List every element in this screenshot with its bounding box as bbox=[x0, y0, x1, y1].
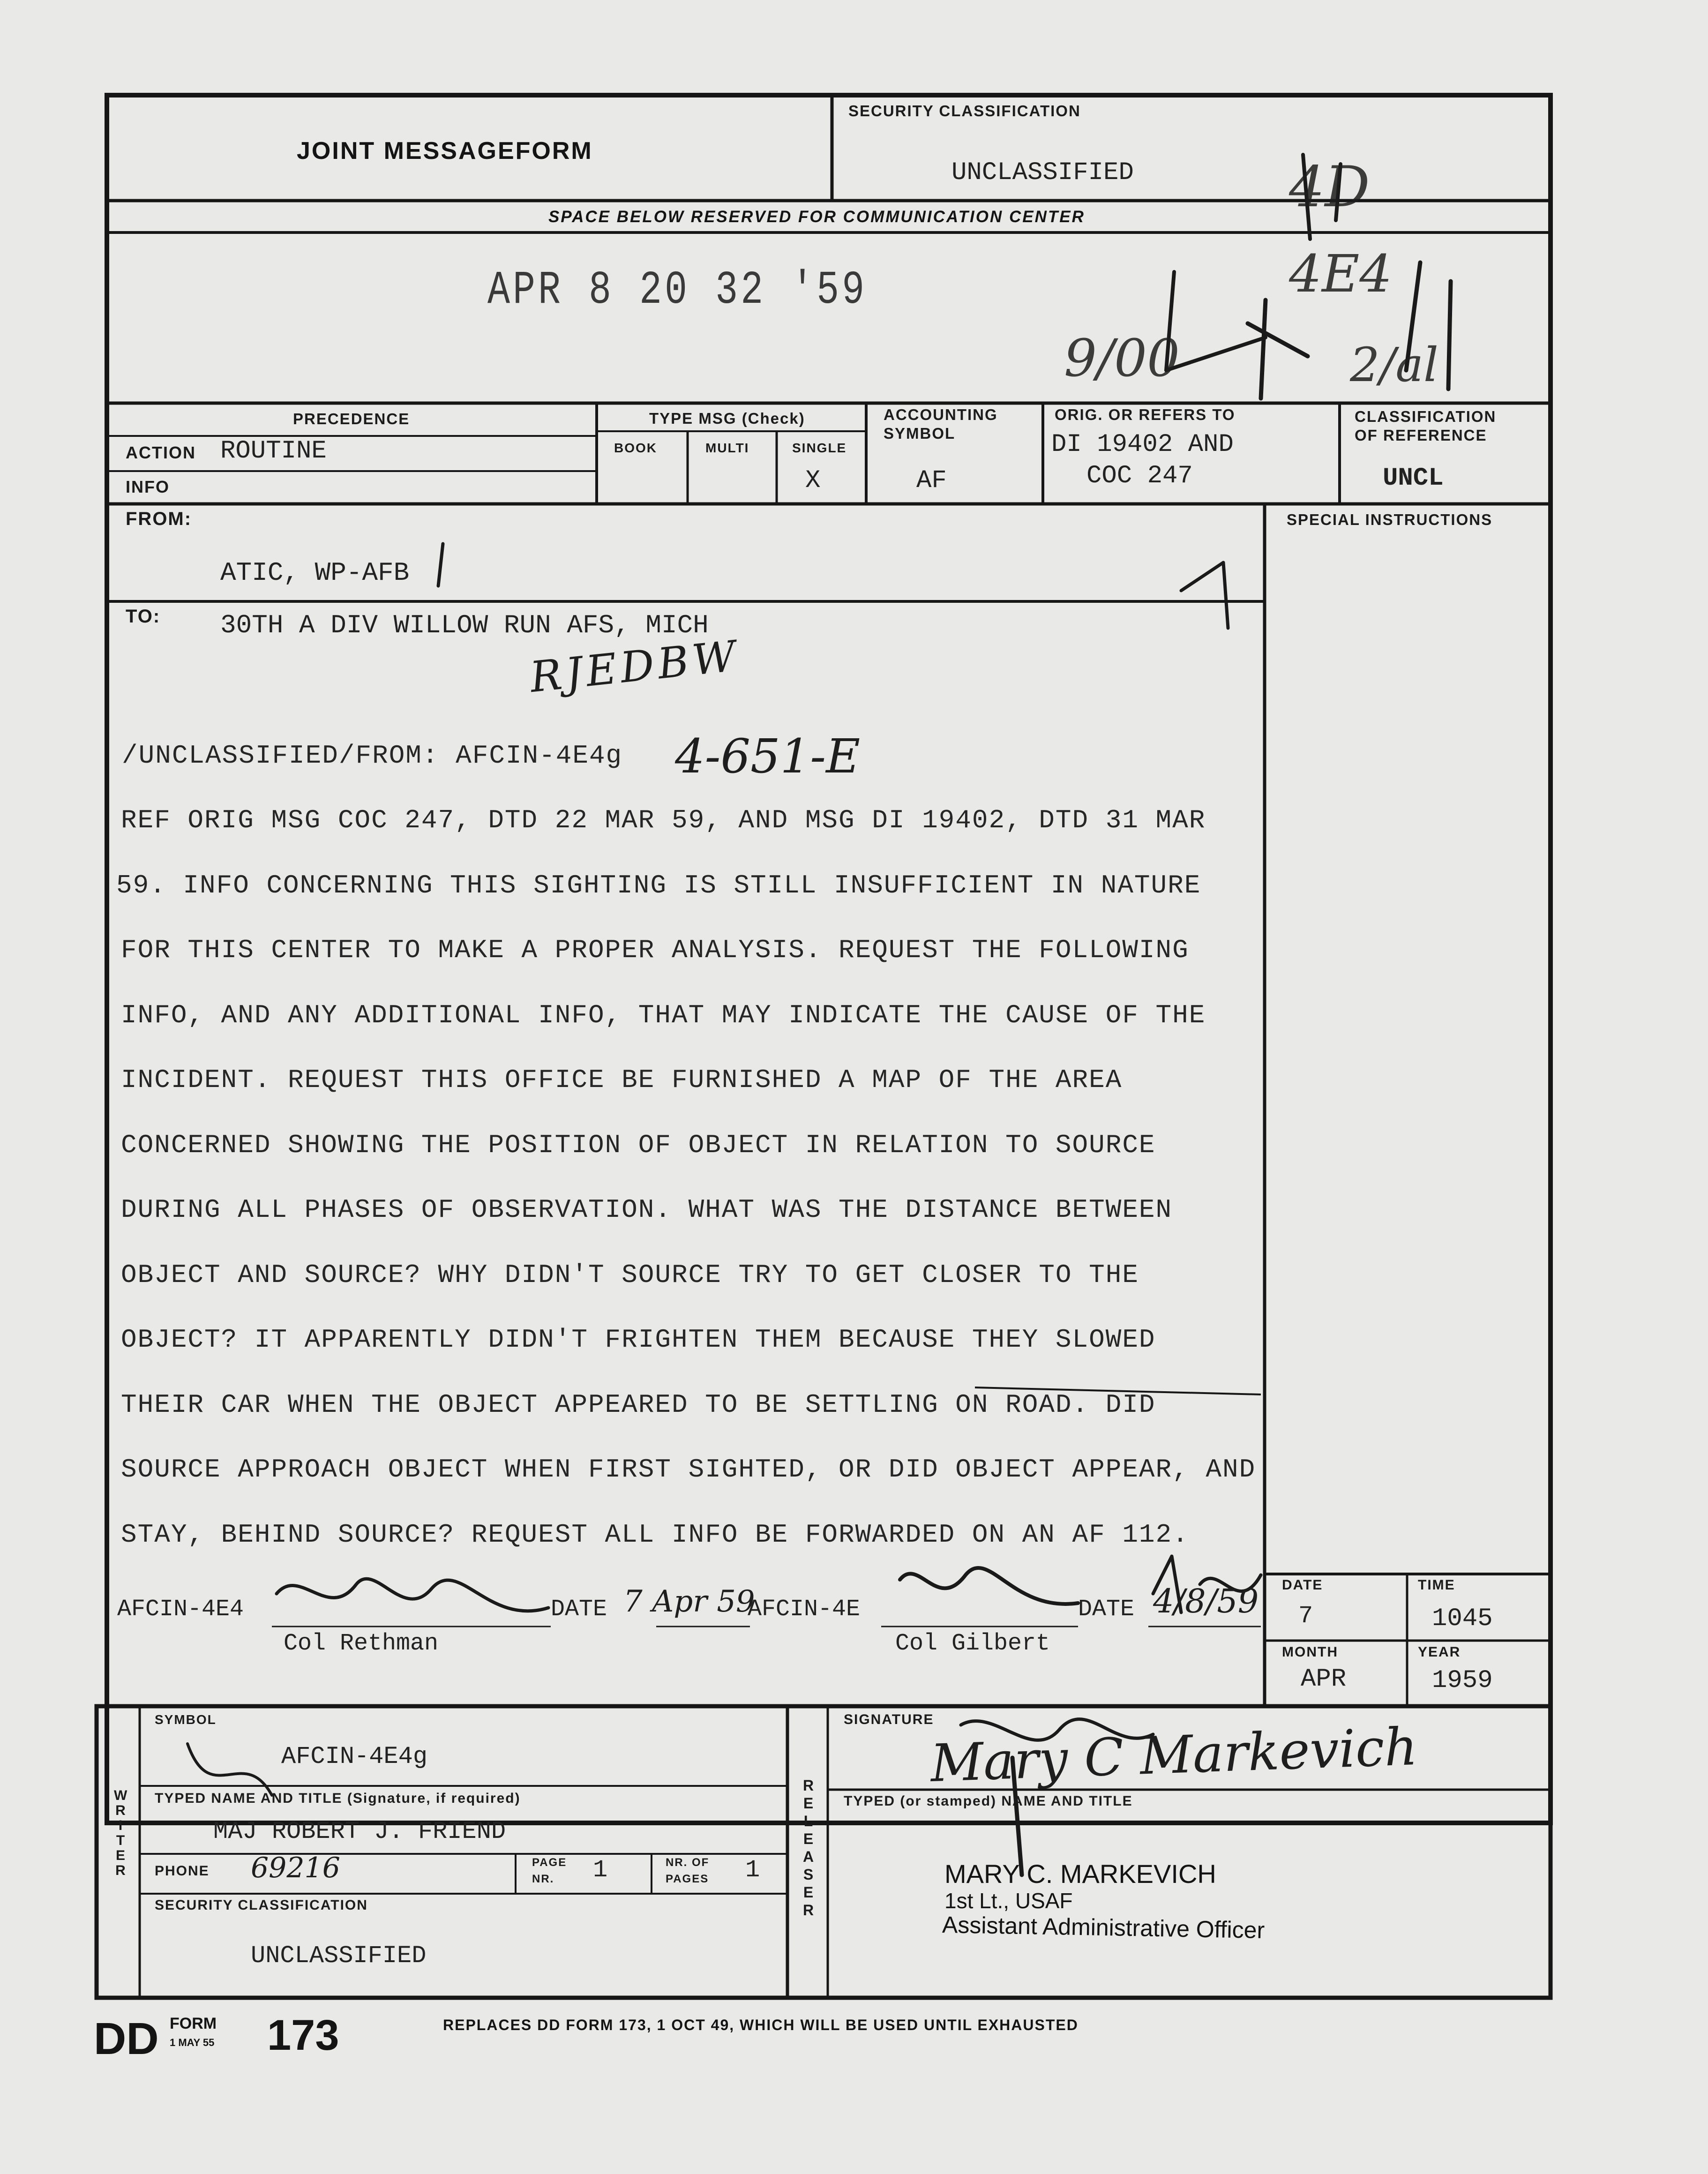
coord-left-date-label: DATE bbox=[551, 1596, 607, 1623]
nr-of-pages-value: 1 bbox=[745, 1856, 760, 1884]
orig-refers-value-1: DI 19402 AND bbox=[1051, 430, 1234, 459]
message-line: OBJECT? IT APPARENTLY DIDN'T FRIGHTEN THEM BECAUSE THEY SLOWED bbox=[121, 1325, 1156, 1355]
security-classification-value: UNCLASSIFIED bbox=[951, 158, 1134, 187]
info-label: INFO bbox=[126, 477, 170, 496]
writer-security-label: SECURITY CLASSIFICATION bbox=[155, 1897, 368, 1913]
security-classification-label: SECURITY CLASSIFICATION bbox=[848, 102, 1081, 120]
coord-left-name: Col Rethman bbox=[284, 1630, 439, 1657]
received-date-stamp: APR 8 20 32 '59 bbox=[487, 264, 868, 318]
multi-label: MULTI bbox=[705, 441, 749, 455]
nr-of-pages-label-1: NR. OF bbox=[666, 1856, 710, 1869]
nr-of-pages-label-2: PAGES bbox=[666, 1873, 709, 1885]
class-ref-label-2: OF REFERENCE bbox=[1355, 427, 1487, 444]
message-line: 59. INFO CONCERNING THIS SIGHTING IS STILL INSUFFICIENT IN NATURE bbox=[116, 870, 1201, 900]
message-header-handwritten: 4-651-E bbox=[675, 729, 861, 784]
releaser-typed-label: TYPED (or stamped) NAME AND TITLE bbox=[844, 1793, 1133, 1809]
accounting-label-1: ACCOUNTING bbox=[884, 406, 998, 423]
message-line: DURING ALL PHASES OF OBSERVATION. WHAT WAS THE DISTANCE BETWEEN bbox=[121, 1195, 1173, 1225]
releaser-side-text: RELEASER bbox=[802, 1777, 815, 1919]
coord-left-date-value: 7 Apr 59 bbox=[623, 1584, 755, 1619]
releaser-title: Assistant Administrative Officer bbox=[942, 1911, 1265, 1944]
writer-security-value: UNCLASSIFIED bbox=[251, 1942, 427, 1970]
coord-right-date-value: 4/8/59 bbox=[1153, 1582, 1259, 1620]
message-line: THEIR CAR WHEN THE OBJECT APPEARED TO BE SETTLING ON ROAD. DID bbox=[121, 1389, 1156, 1420]
writer-typed-name-value: MAJ ROBERT J. FRIEND bbox=[213, 1818, 506, 1845]
writer-symbol-value: AFCIN-4E4g bbox=[281, 1743, 428, 1770]
single-label: SINGLE bbox=[792, 441, 847, 455]
year-label: YEAR bbox=[1418, 1644, 1461, 1660]
date-label: DATE bbox=[1282, 1577, 1323, 1593]
orig-refers-label: ORIG. OR REFERS TO bbox=[1055, 406, 1236, 423]
releaser-rank: 1st Lt., USAF bbox=[944, 1889, 1073, 1913]
to-label: TO: bbox=[126, 606, 161, 627]
message-line: SOURCE APPROACH OBJECT WHEN FIRST SIGHTED, OR DID OBJECT APPEAR, AND bbox=[121, 1454, 1256, 1484]
page-nr-label-2: NR. bbox=[532, 1873, 554, 1885]
year-value: 1959 bbox=[1432, 1666, 1493, 1695]
comm-handwriting-2: 4E4 bbox=[1289, 244, 1393, 304]
page-nr-value: 1 bbox=[593, 1856, 608, 1884]
footer-dd: DD bbox=[94, 2014, 159, 2064]
class-ref-value: UNCL bbox=[1383, 464, 1444, 493]
releaser-signature: Mary C Markevich bbox=[929, 1716, 1419, 1794]
coord-left-office: AFCIN-4E4 bbox=[117, 1596, 244, 1623]
message-line: INCIDENT. REQUEST THIS OFFICE BE FURNISHED A MAP OF THE AREA bbox=[121, 1065, 1123, 1095]
comm-handwriting-3: 2/al bbox=[1350, 337, 1438, 392]
time-label: TIME bbox=[1418, 1577, 1455, 1593]
footer-form-number: 173 bbox=[267, 2011, 339, 2059]
precedence-label: PRECEDENCE bbox=[293, 410, 410, 427]
type-msg-label: TYPE MSG (Check) bbox=[649, 410, 805, 427]
writer-side-label bbox=[107, 1788, 135, 1878]
comm-handwriting-1: 9/00 bbox=[1064, 328, 1180, 388]
footer-form-label: FORM bbox=[170, 2015, 217, 2032]
comm-center-label: SPACE BELOW RESERVED FOR COMMUNICATION CENTER bbox=[548, 208, 1085, 226]
footer-replaces-note: REPLACES DD FORM 173, 1 OCT 49, WHICH WILL BE USED UNTIL EXHAUSTED bbox=[443, 2017, 1079, 2033]
accounting-value: AF bbox=[916, 466, 947, 495]
message-line: FOR THIS CENTER TO MAKE A PROPER ANALYSIS. REQUEST THE FOLLOWING bbox=[121, 935, 1189, 965]
accounting-label-2: SYMBOL bbox=[884, 425, 956, 442]
special-instructions-label: SPECIAL INSTRUCTIONS bbox=[1287, 511, 1493, 528]
releaser-side-label bbox=[798, 1777, 819, 1919]
message-line: STAY, BEHIND SOURCE? REQUEST ALL INFO BE FORWARDED ON AN AF 112. bbox=[121, 1519, 1189, 1550]
book-label: BOOK bbox=[614, 441, 657, 455]
releaser-signature-label: SIGNATURE bbox=[844, 1712, 934, 1727]
writer-side-text: WRITER bbox=[114, 1788, 128, 1878]
footer-form-date: 1 MAY 55 bbox=[170, 2037, 215, 2048]
writer-symbol-label: SYMBOL bbox=[155, 1712, 217, 1727]
message-line: OBJECT AND SOURCE? WHY DIDN'T SOURCE TRY TO GET CLOSER TO THE bbox=[121, 1259, 1139, 1290]
class-ref-label-1: CLASSIFICATION bbox=[1355, 408, 1497, 425]
coord-right-name: Col Gilbert bbox=[895, 1630, 1050, 1657]
page-nr-label-1: PAGE bbox=[532, 1856, 567, 1869]
from-label: FROM: bbox=[126, 509, 192, 529]
handwritten-routing: RJEDBW bbox=[527, 631, 742, 703]
writer-phone-value: 69216 bbox=[251, 1852, 340, 1884]
single-checkmark: X bbox=[805, 466, 821, 495]
message-line: REF ORIG MSG COC 247, DTD 22 MAR 59, AND MSG DI 19402, DTD 31 MAR bbox=[121, 805, 1206, 835]
coord-right-date-label: DATE bbox=[1078, 1596, 1135, 1623]
action-label: ACTION bbox=[126, 443, 196, 462]
date-value: 7 bbox=[1298, 1602, 1313, 1630]
releaser-name: MARY C. MARKEVICH bbox=[944, 1859, 1216, 1889]
message-line: CONCERNED SHOWING THE POSITION OF OBJECT IN RELATION TO SOURCE bbox=[121, 1130, 1156, 1160]
month-label: MONTH bbox=[1282, 1644, 1338, 1660]
time-value: 1045 bbox=[1432, 1604, 1493, 1633]
corner-handwritten-note: 4D bbox=[1289, 155, 1370, 220]
writer-typed-name-label: TYPED NAME AND TITLE (Signature, if required) bbox=[155, 1791, 521, 1806]
action-value: ROUTINE bbox=[220, 437, 327, 465]
writer-phone-label: PHONE bbox=[155, 1863, 210, 1879]
orig-refers-value-2: COC 247 bbox=[1086, 462, 1193, 490]
month-value: APR bbox=[1301, 1665, 1347, 1694]
coord-right-office: AFCIN-4E bbox=[748, 1596, 861, 1623]
message-header-typed: /UNCLASSIFIED/FROM: AFCIN-4E4g bbox=[122, 741, 623, 771]
from-value: ATIC, WP-AFB bbox=[220, 558, 410, 588]
message-line: INFO, AND ANY ADDITIONAL INFO, THAT MAY INDICATE THE CAUSE OF THE bbox=[121, 1000, 1206, 1030]
to-value: 30TH A DIV WILLOW RUN AFS, MICH bbox=[220, 610, 709, 640]
form-title: JOINT MESSAGEFORM bbox=[297, 137, 593, 165]
